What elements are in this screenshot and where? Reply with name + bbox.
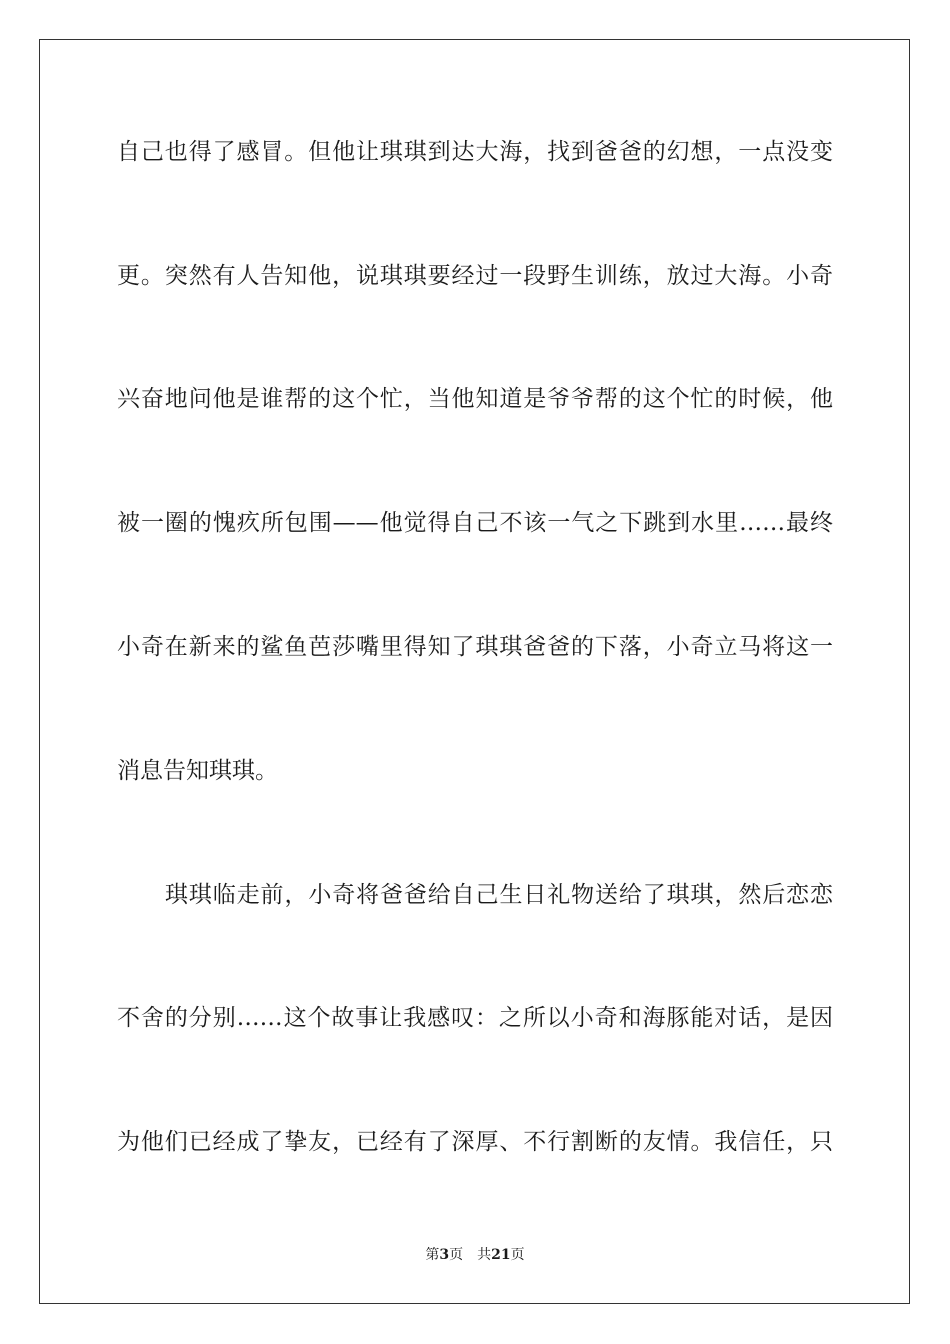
page-footer bbox=[0, 1246, 950, 1264]
page-prefix: 第 bbox=[425, 1247, 440, 1263]
text-line-1: 自己也得了感冒。但他让琪琪到达大海，找到爸爸的幻想，一点没变 bbox=[117, 139, 833, 165]
total-suffix: 页 bbox=[510, 1247, 525, 1263]
text-line-7: 琪琪临走前，小奇将爸爸给自己生日礼物送给了琪琪，然后恋恋 bbox=[165, 882, 833, 908]
text-line-8: 不舍的分别……这个故事让我感叹：之所以小奇和海豚能对话，是因 bbox=[117, 1005, 833, 1031]
text-line-5: 小奇在新来的鲨鱼芭莎嘴里得知了琪琪爸爸的下落，小奇立马将这一 bbox=[117, 634, 833, 660]
text-line-4: 被一圈的愧疚所包围——他觉得自己不该一气之下跳到水里……最终 bbox=[117, 510, 833, 536]
page-number: 3 bbox=[439, 1247, 450, 1263]
text-line-9: 为他们已经成了挚友，已经有了深厚、不行割断的友情。我信任，只 bbox=[117, 1129, 833, 1155]
text-line-3: 兴奋地问他是谁帮的这个忙，当他知道是爷爷帮的这个忙的时候，他 bbox=[117, 386, 833, 412]
page-border bbox=[39, 39, 910, 1304]
page-suffix: 页 bbox=[449, 1247, 464, 1263]
text-line-6: 消息告知琪琪。 bbox=[117, 758, 278, 784]
text-line-2: 更。突然有人告知他，说琪琪要经过一段野生训练，放过大海。小奇 bbox=[117, 263, 833, 289]
total-pages: 21 bbox=[491, 1247, 511, 1263]
total-prefix: 共 bbox=[477, 1247, 492, 1263]
